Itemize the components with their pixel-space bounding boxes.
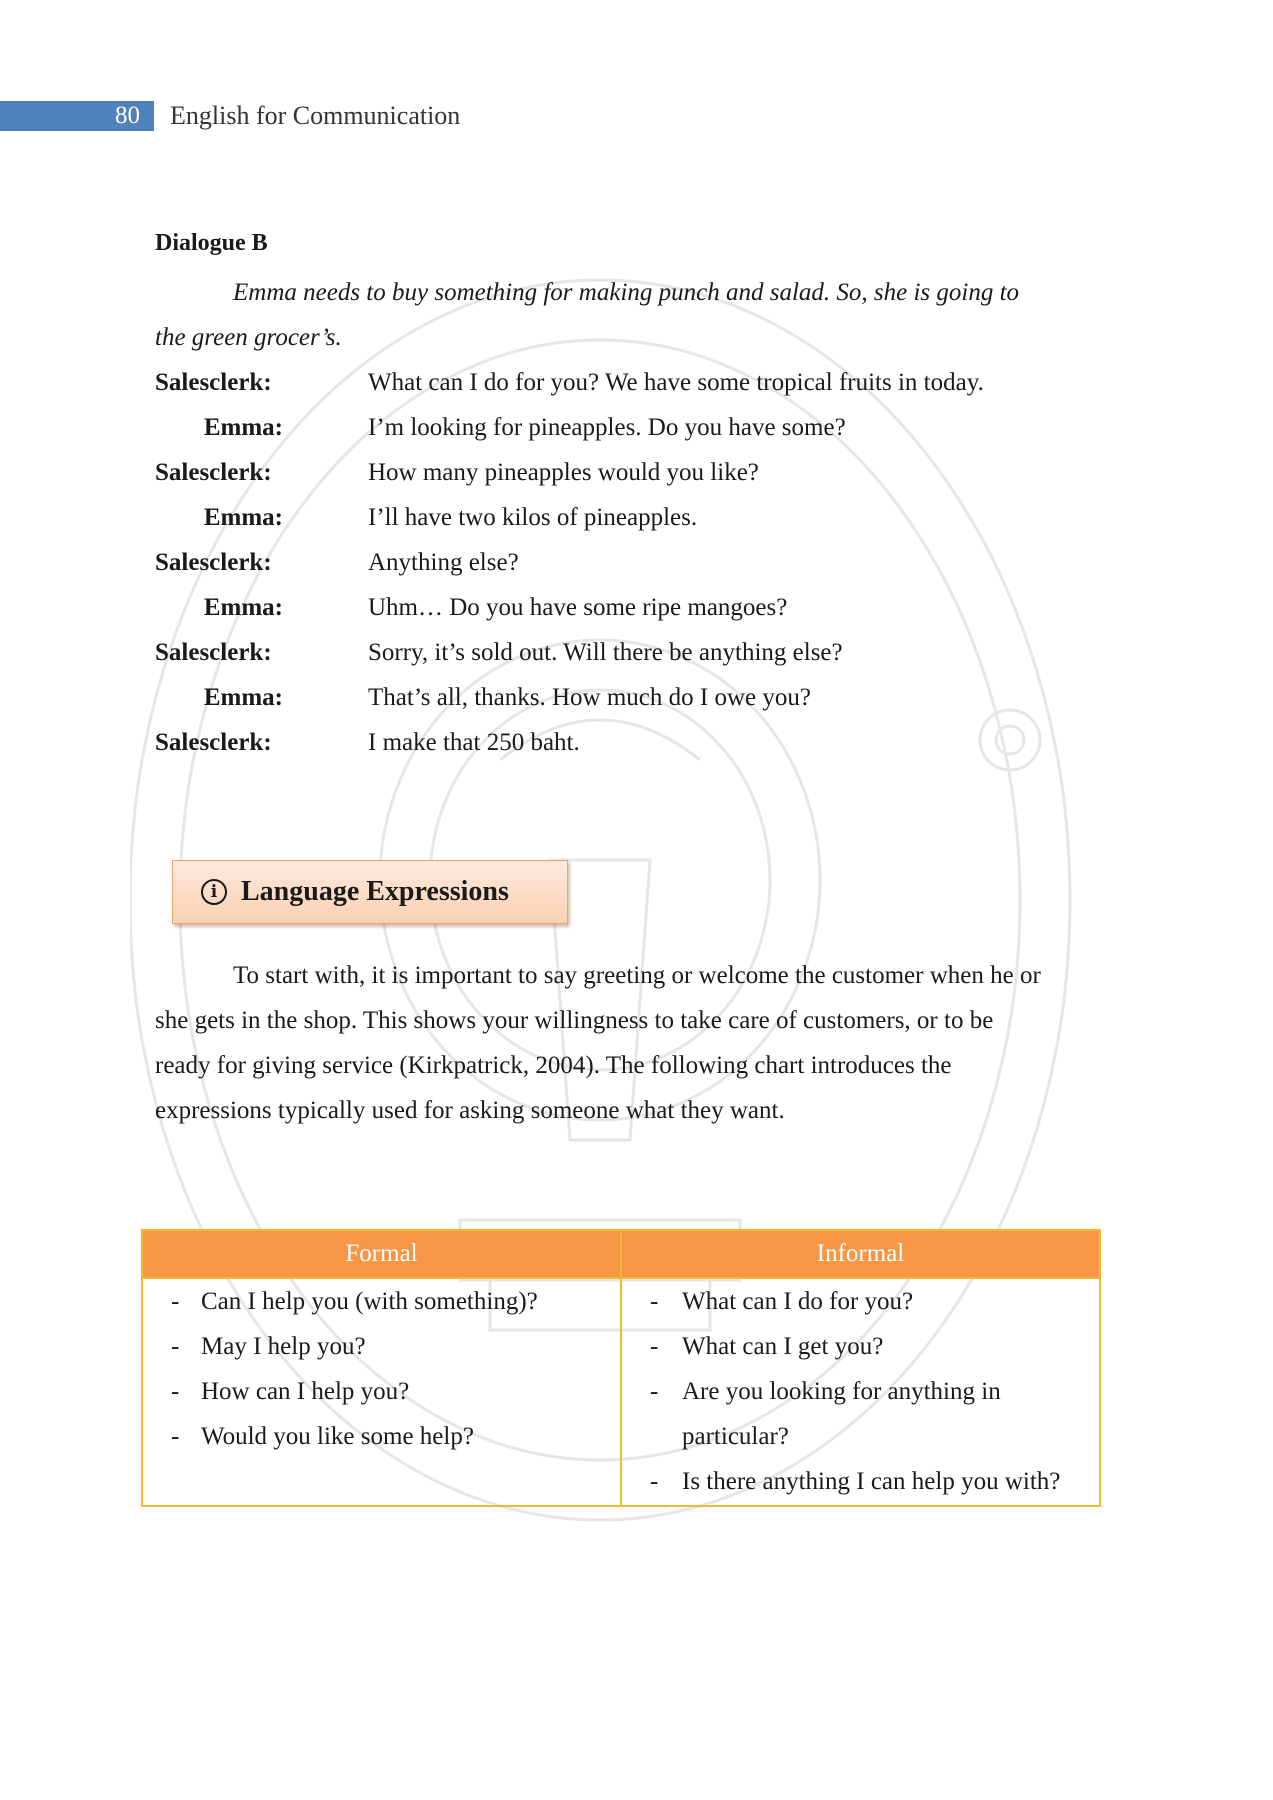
formal-header: Formal bbox=[143, 1231, 620, 1279]
informal-list bbox=[622, 1279, 1099, 1504]
speaker: Emma: bbox=[203, 593, 283, 621]
speaker: Salesclerk: bbox=[155, 638, 272, 666]
formal-column bbox=[143, 1231, 620, 1505]
speaker: Emma: bbox=[203, 683, 283, 711]
formal-item: Would you like some help? bbox=[201, 1423, 474, 1450]
formal-item: How can I help you? bbox=[201, 1378, 410, 1405]
dialogue-line bbox=[155, 720, 1135, 765]
dash-bullet: - bbox=[650, 1378, 659, 1405]
informal-item: What can I do for you? bbox=[682, 1288, 914, 1315]
list-item bbox=[143, 1279, 620, 1324]
speaker: Salesclerk: bbox=[155, 548, 272, 576]
dialogue-line bbox=[155, 630, 1135, 675]
dialogue-line bbox=[155, 675, 1135, 720]
formal-item: Can I help you (with something)? bbox=[201, 1288, 538, 1315]
dialogue-line bbox=[155, 450, 1135, 495]
dash-bullet: - bbox=[171, 1288, 180, 1315]
dialogue-lines bbox=[155, 360, 1135, 765]
dialogue-line bbox=[155, 360, 1135, 405]
dash-bullet: - bbox=[171, 1333, 180, 1360]
dialogue-line bbox=[155, 585, 1135, 630]
informal-item: Are you looking for anything in particular? bbox=[682, 1378, 1001, 1450]
list-item bbox=[622, 1279, 1099, 1324]
utterance: How many pineapples would you like? bbox=[368, 458, 759, 486]
language-expressions-heading: Language Expressions bbox=[241, 876, 509, 907]
dash-bullet: - bbox=[171, 1378, 180, 1405]
list-item bbox=[143, 1324, 620, 1369]
list-item bbox=[622, 1324, 1099, 1369]
speaker: Emma: bbox=[203, 503, 283, 531]
info-icon: i bbox=[201, 879, 227, 905]
informal-item: What can I get you? bbox=[682, 1333, 884, 1360]
utterance: Anything else? bbox=[368, 548, 519, 576]
informal-item: Is there anything I can help you with? bbox=[682, 1468, 1061, 1495]
speaker: Salesclerk: bbox=[155, 458, 272, 486]
dialogue-label: Dialogue B bbox=[155, 230, 268, 256]
dash-bullet: - bbox=[171, 1423, 180, 1450]
book-title: English for Communication bbox=[170, 101, 461, 130]
dialogue-line bbox=[155, 495, 1135, 540]
dialogue-line bbox=[155, 540, 1135, 585]
utterance: I’m looking for pineapples. Do you have some? bbox=[368, 413, 846, 441]
expressions-table bbox=[141, 1229, 1101, 1507]
utterance: Sorry, it’s sold out. Will there be anything else? bbox=[368, 638, 843, 666]
language-expressions-heading-box bbox=[172, 860, 568, 924]
utterance: Uhm… Do you have some ripe mangoes? bbox=[368, 593, 788, 621]
speaker: Salesclerk: bbox=[155, 368, 272, 396]
list-item bbox=[622, 1369, 1099, 1459]
dash-bullet: - bbox=[650, 1288, 659, 1315]
list-item bbox=[143, 1414, 620, 1459]
speaker: Emma: bbox=[203, 413, 283, 441]
informal-column bbox=[620, 1231, 1099, 1505]
dash-bullet: - bbox=[650, 1333, 659, 1360]
list-item bbox=[143, 1369, 620, 1414]
speaker: Salesclerk: bbox=[155, 728, 272, 756]
list-item bbox=[622, 1459, 1099, 1504]
page-number: 80 bbox=[115, 102, 140, 129]
dialogue-line bbox=[155, 405, 1135, 450]
formal-list bbox=[143, 1279, 620, 1459]
utterance: I’ll have two kilos of pineapples. bbox=[368, 503, 698, 531]
utterance: That’s all, thanks. How much do I owe you? bbox=[368, 683, 811, 711]
utterance: I make that 250 baht. bbox=[368, 728, 580, 756]
dash-bullet: - bbox=[650, 1468, 659, 1495]
dialogue-intro: Emma needs to buy something for making punch and salad. So, she is going to the green grocer’s. bbox=[155, 279, 1020, 351]
informal-header: Informal bbox=[622, 1231, 1099, 1279]
language-expressions-paragraph: To start with, it is important to say greeting or welcome the customer when he or she gets in the shop. This shows your willingness to take care of customers, or to be ready for giving service (Kirkpatrick, 2004). The following chart introduces the expressions typically used for asking someone what they want. bbox=[155, 962, 1041, 1124]
utterance: What can I do for you? We have some tropical fruits in today. bbox=[368, 368, 984, 396]
formal-item: May I help you? bbox=[201, 1333, 366, 1360]
